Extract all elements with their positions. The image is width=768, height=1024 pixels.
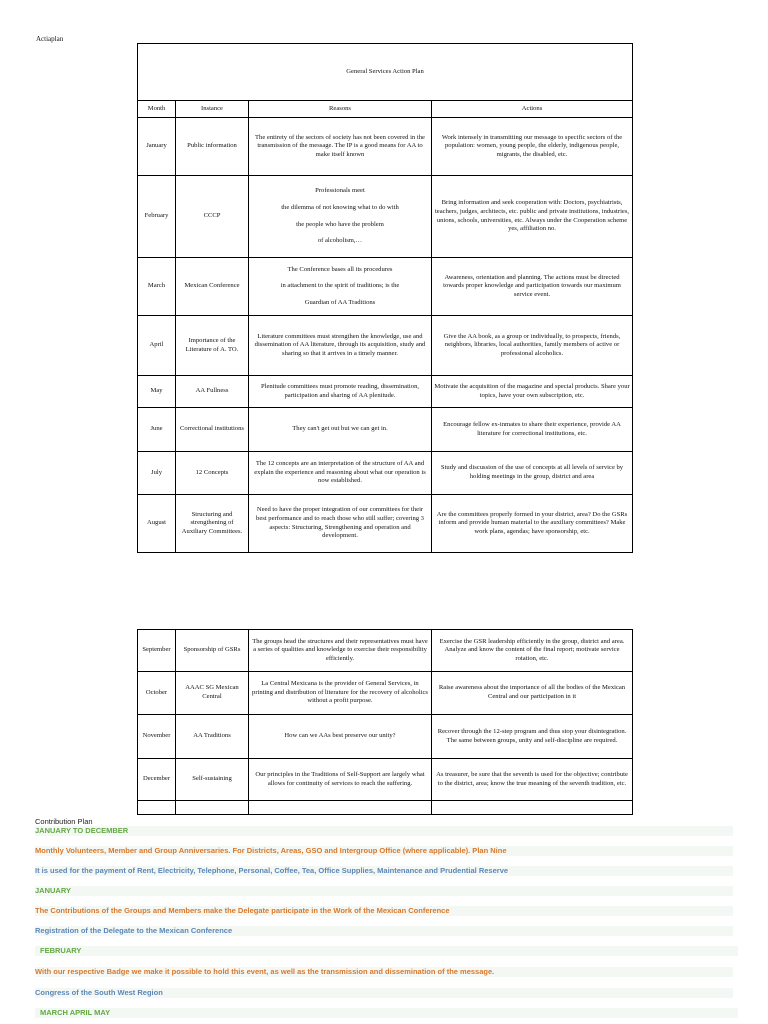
reason-cell [249, 176, 432, 258]
contribution-line: FEBRUARY [35, 946, 738, 956]
action-plan-table-continued [137, 629, 633, 815]
instance-cell: Correctional institutions [176, 408, 249, 452]
contribution-line: Congress of the South West Region [35, 988, 733, 998]
reason-cell: They can't get out but we can get in. [249, 408, 432, 452]
header-instance: Instance [176, 101, 249, 118]
action-cell: Bring information and seek cooperation with: Doctors, psychiatrists, teachers, judges, architects, etc. public and private institutions, industries, unions, schools, universities, etc. Always under the Cooperation scheme yes, affiliation no. [432, 176, 633, 258]
document-label: Actiaplan [36, 35, 64, 43]
reason-cell: The 12 concepts are an interpretation of the structure of AA and explain the experience and reasoning about what our operation is now established. [249, 452, 432, 495]
table-row [138, 672, 633, 715]
contribution-line: MARCH APRIL MAY [35, 1008, 738, 1018]
reason-line: the people who have the problem [296, 220, 384, 228]
action-cell: Are the committees properly formed in your district, area? Do the GSRs inform and provide human material to the auxiliary committees? Make work plans, agendas; have sponsorship, etc. [432, 495, 633, 553]
contribution-line: Registration of the Delegate to the Mexican Conference [35, 926, 733, 936]
table-row [138, 258, 633, 316]
contribution-heading: Contribution Plan [35, 817, 93, 826]
reason-cell: How can we AAs best preserve our unity? [249, 715, 432, 759]
action-cell: Encourage fellow ex-inmates to share their experience, provide AA literature for correctional institutions, etc. [432, 408, 633, 452]
table-row [138, 316, 633, 376]
table-row [138, 759, 633, 801]
reason-cell: Literature committees must strengthen the knowledge, use and dissemination of AA literature, through its acquisition, study and sharing so that it arrives in a timely manner. [249, 316, 432, 376]
reason-line: the dilemma of not knowing what to do with [281, 203, 399, 211]
contribution-line: The Contributions of the Groups and Members make the Delegate participate in the Work of the Mexican Conference [35, 906, 733, 916]
contribution-line: JANUARY [35, 886, 733, 896]
table-row [138, 715, 633, 759]
contribution-line: With our respective Badge we make it possible to hold this event, as well as the transmission and dissemination of the message. [35, 967, 733, 977]
action-cell: Work intensely in transmitting our message to specific sectors of the population: women, young people, the elderly, indigenous people, migrants, the disabled, etc. [432, 118, 633, 176]
reason-cell: Need to have the proper integration of our committees for their best performance and to reach those who still suffer; covering 3 aspects: Structuring, Strengthening and operation and development. [249, 495, 432, 553]
reason-cell [249, 258, 432, 316]
month-cell: January [138, 118, 176, 176]
month-cell: June [138, 408, 176, 452]
action-plan-table [137, 43, 633, 553]
month-cell: April [138, 316, 176, 376]
table-row [138, 176, 633, 258]
month-cell: September [138, 630, 176, 672]
instance-cell: Self-sustaining [176, 759, 249, 801]
empty-cell [432, 801, 633, 815]
instance-cell: 12 Concepts [176, 452, 249, 495]
instance-cell: Importance of the Literature of A. TO. [176, 316, 249, 376]
month-cell: November [138, 715, 176, 759]
reason-line: The Conference bases all its procedures [287, 265, 393, 273]
table-row [138, 376, 633, 408]
action-cell: Give the AA book, as a group or individually, to prospects, friends, neighbors, libraries, local authorities, family members of active or professional alcoholics. [432, 316, 633, 376]
instance-cell: Mexican Conference [176, 258, 249, 316]
table-row-empty [138, 801, 633, 815]
month-cell: December [138, 759, 176, 801]
month-cell: July [138, 452, 176, 495]
plan-title: General Services Action Plan [138, 44, 633, 101]
instance-cell: CCCP [176, 176, 249, 258]
reason-line: Professionals meet [315, 187, 365, 195]
reason-line: of alcoholism,… [317, 237, 363, 245]
table-row [138, 630, 633, 672]
reason-cell: Plenitude committees must promote reading, dissemination, participation and sharing of AA plenitude. [249, 376, 432, 408]
action-cell: Recover through the 12-step program and thus stop your disintegration. The same between groups, unity and self-discipline are required. [432, 715, 633, 759]
month-cell: February [138, 176, 176, 258]
contribution-line: Monthly Volunteers, Member and Group Anniversaries. For Districts, Areas, GSO and Intergroup Office (where applicable). Plan Nine [35, 846, 733, 856]
table-row [138, 408, 633, 452]
action-cell: Raise awareness about the importance of all the bodies of the Mexican Central and our participation in it [432, 672, 633, 715]
empty-cell [138, 801, 176, 815]
header-actions: Actions [432, 101, 633, 118]
reason-cell: The entirety of the sectors of society has not been covered in the transmission of the message. The IP is a good means for AA to make itself known [249, 118, 432, 176]
empty-cell [176, 801, 249, 815]
contribution-line: It is used for the payment of Rent, Electricity, Telephone, Personal, Coffee, Tea, Office Supplies, Maintenance and Prudential Reserve [35, 866, 733, 876]
month-cell: May [138, 376, 176, 408]
header-month: Month [138, 101, 176, 118]
reason-line: Guardian of AA Traditions [304, 298, 376, 306]
reason-cell: The groups head the structures and their representatives must have a series of qualities and knowledge to exercise their responsibility efficiently. [249, 630, 432, 672]
month-cell: October [138, 672, 176, 715]
instance-cell: AAAC SG Mexican Central [176, 672, 249, 715]
table-row [138, 452, 633, 495]
reason-line: in attachment to the spirit of traditions; is the [280, 282, 400, 290]
header-reasons: Reasons [249, 101, 432, 118]
instance-cell: AA Fullness [176, 376, 249, 408]
action-cell: Exercise the GSR leadership efficiently in the group, district and area. Analyze and know the content of the final report; motivate service rotation, etc. [432, 630, 633, 672]
reason-cell: La Central Mexicana is the provider of General Services, in printing and distribution of literature for the recovery of alcoholics without a profit purpose. [249, 672, 432, 715]
table-row [138, 118, 633, 176]
instance-cell: Sponsorship of GSRs [176, 630, 249, 672]
month-cell: August [138, 495, 176, 553]
empty-cell [249, 801, 432, 815]
contribution-line: JANUARY TO DECEMBER [35, 826, 733, 836]
action-cell: Study and discussion of the use of concepts at all levels of service by holding meetings in the group, district and area [432, 452, 633, 495]
instance-cell: Structuring and strengthening of Auxiliary Committees. [176, 495, 249, 553]
instance-cell: Public information [176, 118, 249, 176]
month-cell: March [138, 258, 176, 316]
table-row [138, 495, 633, 553]
action-cell: Awareness, orientation and planning. The actions must be directed towards proper knowledge and participation towards our maximum service event. [432, 258, 633, 316]
reason-cell: Our principles in the Traditions of Self-Support are largely what allows for continuity of services to reach the suffering. [249, 759, 432, 801]
action-cell: As treasurer, be sure that the seventh is used for the objective; contribute to the district, area; know the true meaning of the seventh tradition, etc. [432, 759, 633, 801]
instance-cell: AA Traditions [176, 715, 249, 759]
action-cell: Motivate the acquisition of the magazine and special products. Share your topics, have your own subscription, etc. [432, 376, 633, 408]
